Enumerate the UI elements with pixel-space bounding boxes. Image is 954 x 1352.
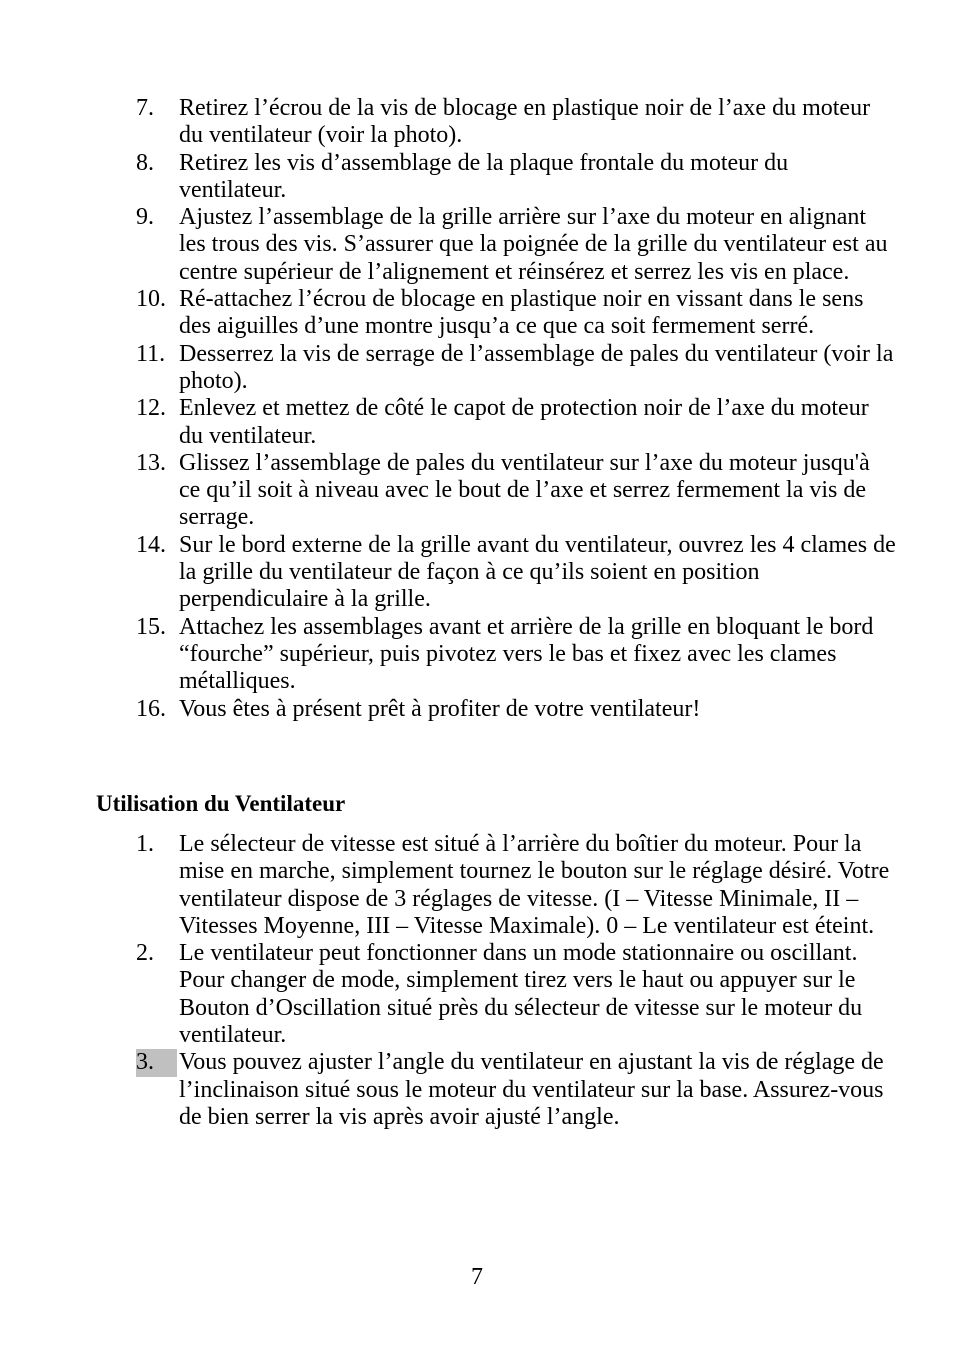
list-item [136,532,896,614]
step-text: Retirez l’écrou de la vis de blocage en plastique noir de l’axe du moteur du ventilateur (voir la photo). [179,95,871,149]
step-text: Retirez les vis d’assemblage de la plaque frontale du moteur du ventilateur. [179,149,789,203]
step-number-highlighted: 3. [136,1049,177,1076]
list-item [136,395,896,450]
list-item [136,150,896,205]
step-text: Enlevez et mettez de côté le capot de protection noir de l’axe du moteur du ventilateur. [179,395,869,449]
step-number: 7. [136,95,154,121]
list-item [136,341,896,396]
step-text: Le sélecteur de vitesse est situé à l’arrière du boîtier du moteur. Pour la mise en marche, simplement tournez le bouton sur le réglage désiré. Votre ventilateur dispose de 3 réglages de vitesse. (I – Vitesse Minimale, II – Vitesses Moyenne, III – Vitesse Maximale). 0 – Le ventilateur est éteint. [179,831,890,939]
step-number: 11. [136,340,166,367]
step-number: 10. [136,286,166,313]
step-text: Ré-attachez l’écrou de blocage en plastique noir en vissant dans le sens des aiguilles d’une montre jusqu’a ce que ca soit fermement serré. [179,286,864,340]
step-text: Attachez les assemblages avant et arrière de la grille en bloquant le bord “fourche” supérieur, puis pivotez vers le bas et fixez avec les clames métalliques. [179,613,874,695]
step-number: 2. [136,940,154,967]
step-text: Le ventilateur peut fonctionner dans un mode stationnaire ou oscillant. Pour changer de mode, simplement tirez vers le haut ou appuyer sur le Bouton d’Oscillation situé près du sélecteur de vitesse sur le moteur du ventilateur. [179,940,863,1049]
step-number: 1. [136,831,154,857]
step-text: Vous pouvez ajuster l’angle du ventilateur en ajustant la vis de réglage de l’inclinaison situé sous le moteur du ventilateur sur la base. Assurez-vous de bien serrer la vis après avoir ajusté l’angle. [179,1049,884,1130]
usage-steps-list [136,831,896,1131]
step-number: 15. [136,613,166,640]
step-text: Ajustez l’assemblage de la grille arrière sur l’axe du moteur en alignant les trous des vis. S’assurer que la poignée de la grille du ventilateur est au centre supérieur de l’alignement et réinsérez et serrez les vis en place. [179,204,888,285]
step-number: 8. [136,149,154,176]
list-item [136,95,896,150]
step-number: 13. [136,449,166,476]
step-number: 14. [136,531,166,558]
step-text: Desserrez la vis de serrage de l’assemblage de pales du ventilateur (voir la photo). [179,340,894,394]
section-heading: Utilisation du Ventilateur [96,791,346,816]
step-number: 16. [136,695,166,722]
list-item [136,204,896,286]
page-number: 7 [471,1264,483,1290]
step-text: Vous êtes à présent prêt à profiter de votre ventilateur! [179,695,701,722]
list-item [136,696,896,723]
step-number: 12. [136,395,166,422]
step-text: Sur le bord externe de la grille avant du ventilateur, ouvrez les 4 clames de la grille du ventilateur de façon à ce qu’ils soient en position perpendiculaire à la grille. [179,531,896,613]
list-item [136,940,896,1049]
list-item [136,614,896,696]
step-text: Glissez l’assemblage de pales du ventilateur sur l’axe du moteur jusqu'à ce qu’il soit à niveau avec le bout de l’axe et serrez fermement la vis de serrage. [179,449,870,531]
list-item [136,286,896,341]
list-item [136,450,896,532]
step-number: 9. [136,204,154,231]
list-item [136,1049,896,1131]
assembly-steps-list [136,95,896,723]
list-item [136,831,896,940]
